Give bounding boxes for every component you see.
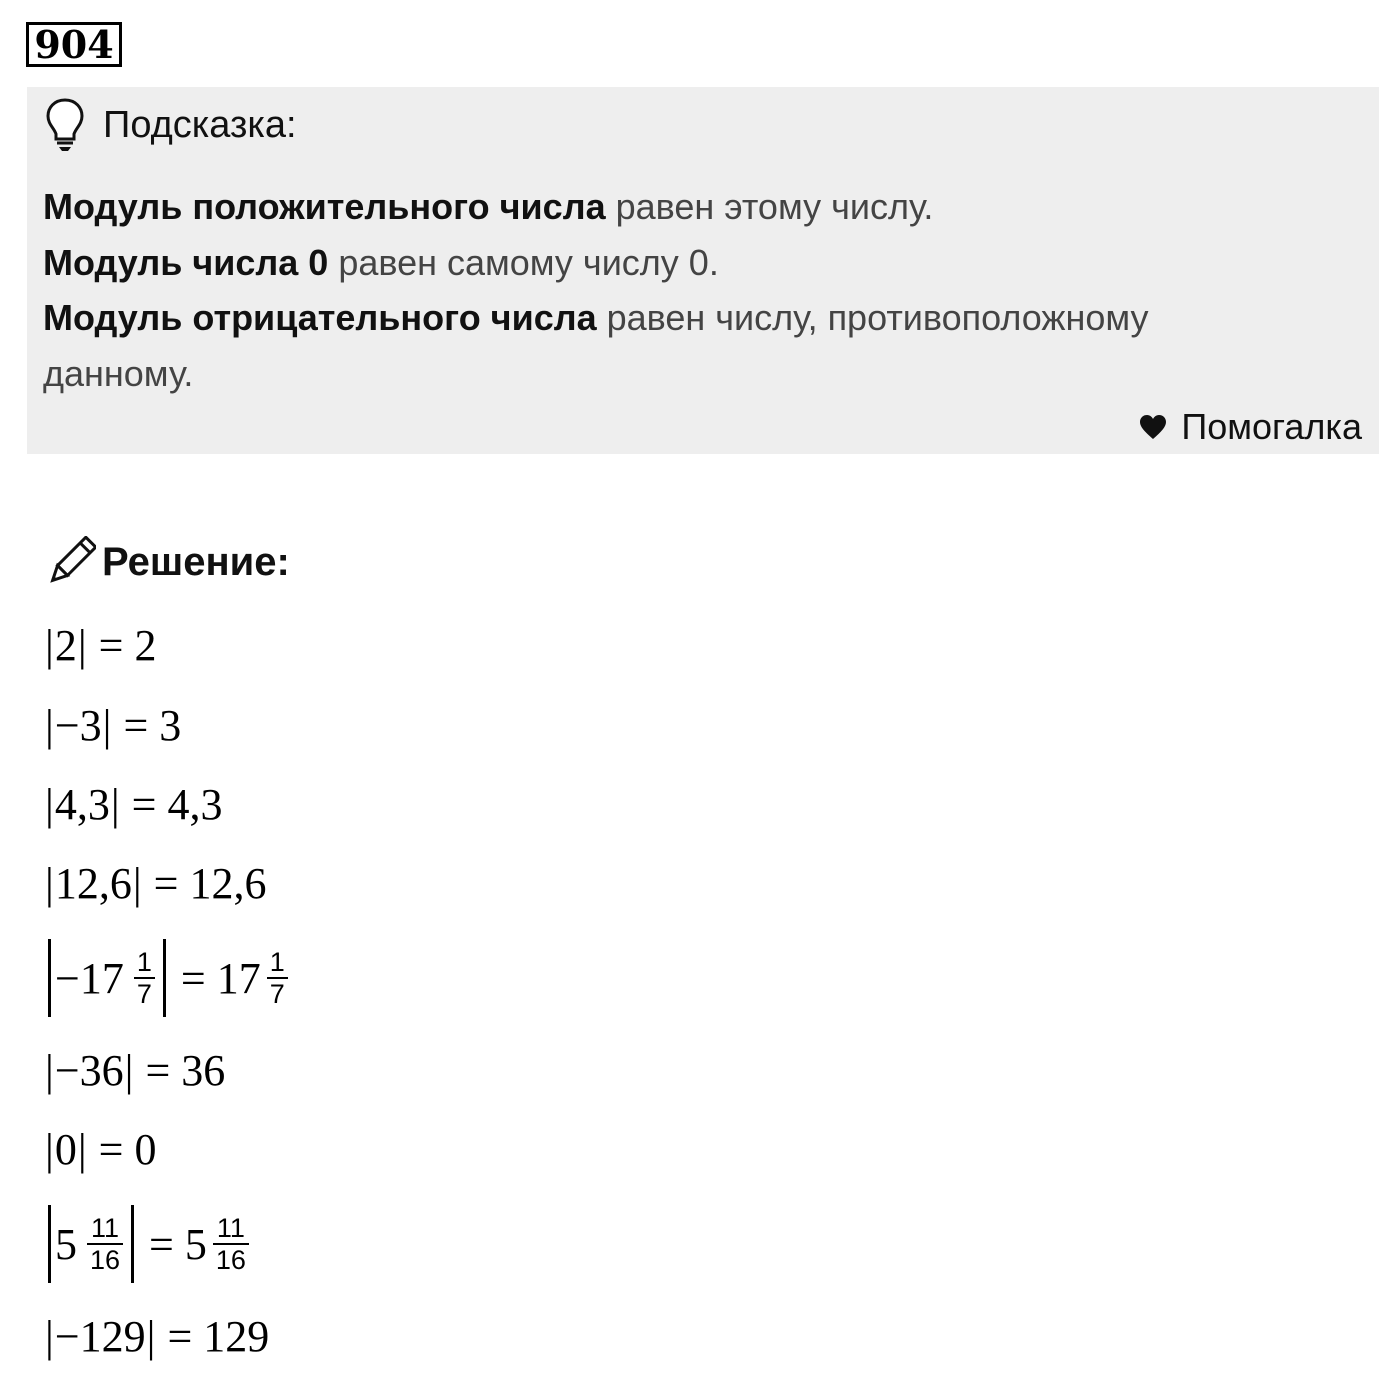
abs-bar: | (45, 621, 54, 670)
brand-label (1139, 406, 1362, 448)
equation-line: | 0 | = 0 (45, 1125, 157, 1174)
equation-argument: −129 (54, 1312, 146, 1361)
abs-bar: | (124, 1046, 134, 1095)
brand-name: Помогалка (1181, 406, 1362, 447)
fraction-numerator: 11 (216, 1213, 245, 1243)
abs-bar (48, 939, 51, 1017)
task-number: 904 (26, 22, 122, 67)
equation-result: 12,6 (189, 859, 267, 908)
equation-argument-whole: −17 (55, 953, 124, 1003)
hint-line (43, 235, 1343, 291)
equation-line: | −3 | = 3 (45, 701, 182, 750)
abs-bar: | (45, 859, 54, 908)
hint-line-bold: Модуль положительного числа (43, 186, 606, 227)
abs-bar: | (45, 780, 54, 829)
equation-result: 2 (134, 621, 157, 670)
fraction-denominator: 16 (213, 1243, 249, 1275)
hint-line-text: равен числу, противоположному (596, 297, 1149, 338)
fraction-denominator: 7 (134, 977, 155, 1009)
equation-line: | 2 | = 2 (45, 621, 157, 670)
fraction-denominator: 16 (87, 1243, 123, 1275)
hint-title: Подсказка: (103, 103, 297, 146)
abs-bar: | (102, 701, 112, 750)
equation-line: −17 $\frac{1}{7}$ = 17 $\frac{1}{7}$ (44, 938, 292, 1018)
equation-result: 0 (134, 1125, 157, 1174)
equation-argument: −3 (54, 701, 102, 750)
fraction (134, 947, 155, 1009)
solution-title: Решение: (102, 539, 290, 584)
equation-argument: 2 (54, 621, 77, 670)
equation-result-whole: 17 (216, 953, 261, 1003)
abs-bar: | (45, 1312, 54, 1361)
equation-result: 129 (203, 1312, 270, 1361)
equation-argument: 4,3 (54, 780, 110, 829)
equation-result: 36 (181, 1046, 226, 1095)
abs-bar (131, 1205, 134, 1283)
hint-box (27, 87, 1379, 454)
pencil-icon (46, 536, 96, 588)
fraction-numerator: 11 (91, 1213, 120, 1243)
abs-bar: | (110, 780, 120, 829)
equation-result-whole: 5 (184, 1219, 207, 1269)
equation-argument: 0 (54, 1125, 77, 1174)
equation-line: 5 $\frac{11}{16}$ = 5 $\frac{11}{16}$ (44, 1204, 253, 1284)
heart-icon (1139, 414, 1167, 440)
hint-line-bold: Модуль отрицательного числа (43, 297, 597, 338)
equation-argument: −36 (54, 1046, 124, 1095)
abs-bar: | (77, 621, 87, 670)
equation-line: | −129 | = 129 (45, 1312, 270, 1361)
abs-bar: | (146, 1312, 156, 1361)
fraction (267, 947, 288, 1009)
solution-header (46, 536, 290, 588)
hint-line (43, 290, 1343, 346)
equation-argument: 12,6 (54, 859, 132, 908)
equation-result: 4,3 (167, 780, 223, 829)
fraction (213, 1213, 249, 1275)
hint-text (43, 179, 1343, 401)
abs-bar: | (45, 1125, 54, 1174)
hint-line-text: равен самому числу 0. (328, 241, 719, 283)
equation-line: | 12,6 | = 12,6 (45, 859, 267, 908)
fraction-numerator: 1 (269, 947, 285, 977)
abs-bar (48, 1205, 51, 1283)
hint-header (45, 97, 297, 153)
equation-argument-whole: 5 (55, 1219, 77, 1269)
hint-line-bold: Модуль числа 0 (43, 241, 329, 283)
abs-bar: | (45, 701, 54, 750)
abs-bar: | (45, 1046, 54, 1095)
equation-result: 3 (159, 701, 182, 750)
equation-line: | −36 | = 36 (45, 1046, 226, 1095)
fraction (87, 1213, 123, 1275)
hint-line-text: равен этому числу. (605, 186, 934, 227)
fraction-denominator: 7 (267, 977, 288, 1009)
fraction-numerator: 1 (136, 947, 152, 977)
lightbulb-icon (45, 97, 85, 153)
abs-bar: | (132, 859, 142, 908)
hint-line-text: данному. (43, 352, 194, 394)
abs-bar: | (77, 1125, 87, 1174)
hint-line (43, 346, 1343, 402)
equation-line: | 4,3 | = 4,3 (45, 780, 223, 829)
hint-line (43, 179, 1343, 235)
abs-bar (163, 939, 166, 1017)
